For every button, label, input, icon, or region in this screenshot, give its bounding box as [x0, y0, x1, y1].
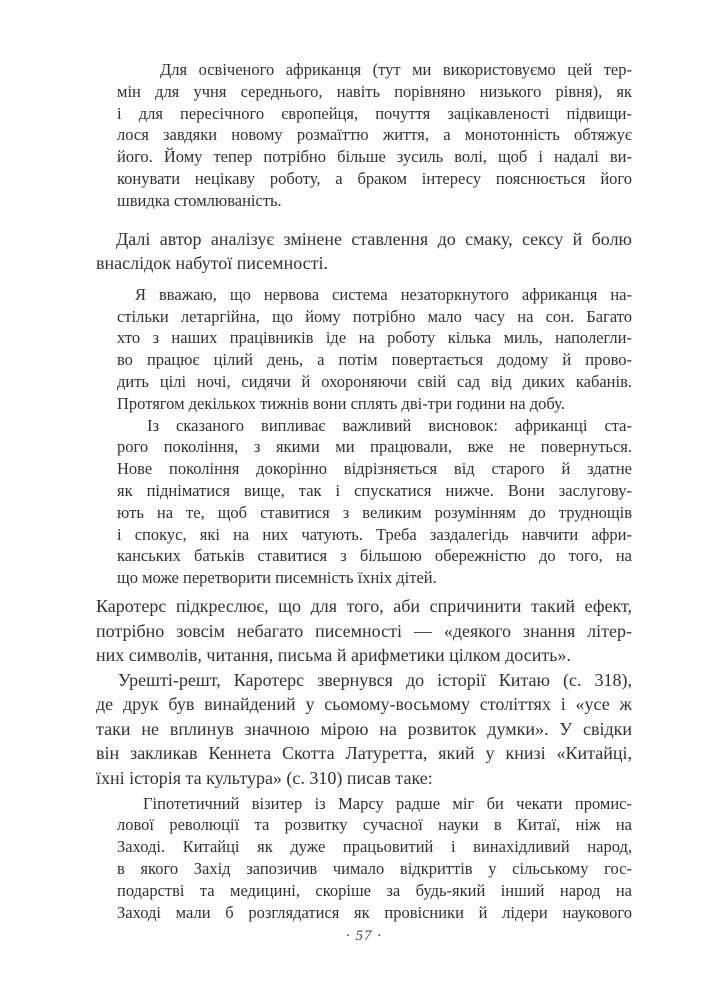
text-line: швидка стомлюваність. [117, 190, 282, 210]
text-line: конувати нецікаву роботу, а браком інтересу пояснюється його [117, 168, 632, 188]
text-line: дить цілі ночі, сидячи й охороняючи свій сад від диких кабанів. [117, 371, 632, 391]
block-quote [117, 793, 632, 924]
text-line: Із сказаного випливає важливий висновок: африканці ста- [147, 415, 632, 435]
text-line: їхні історія та культура» (с. 310) писав таке: [96, 768, 433, 789]
text-line: як підніматися вище, так і спускатися нижче. Вони заслугову- [117, 480, 632, 500]
text-line: Для освіченого африканця (тут ми використовуємо цей тер- [160, 60, 632, 79]
text-line: Я вважаю, що нервова система незаторкнутого африканця на- [135, 284, 632, 304]
text-line: і для пересічного європейця, почуття зацікавленості підвищи- [117, 103, 632, 123]
text-line: стільки летаргійна, що йому потрібно мало часу на сон. Багато [117, 306, 632, 326]
text-line: Далі автор аналізує змінене ставлення до смаку, сексу й болю [116, 228, 632, 249]
text-line: лося завдяки новому розмаїттю життя, а монотонність обтяжує [117, 125, 632, 145]
text-line: що може перетворити писемність їхніх дітей. [117, 568, 437, 588]
text-line: потрібно зовсім небагато писемності — «деякого знання літер- [96, 620, 632, 641]
text-line: ють на те, щоб ставитися з великим розумінням до труднощів [117, 502, 632, 522]
page-number: · 57 · [346, 928, 382, 944]
text-line: них символів, читання, письма й арифметики цілком досить». [96, 645, 571, 666]
body-paragraph-block [96, 227, 632, 276]
block-quote [117, 59, 632, 212]
text-line: рого покоління, з якими ми працювали, вже не повернуться. [117, 437, 632, 457]
text-line: во працює цілий день, а потім повертається додому й прово- [117, 350, 632, 370]
text-line: в якого Захід запозичив чимало відкриттів у сільському гос- [117, 859, 632, 879]
text-content [96, 59, 632, 923]
text-line: де друк був винайдений у сьомому-восьмому століттях і «усе ж [96, 694, 632, 715]
text-line: мін для учня середнього, навіть порівняно низького рівня), як [117, 81, 632, 101]
text-line: Нове покоління докорінно відрізняється від старого й здатне [117, 459, 632, 479]
text-line: таки не вплинув значною мірою на розвиток думки». У свідки [96, 718, 632, 739]
text-line: канських батьків ставитися з більшою обережністю до того, на [117, 546, 632, 566]
text-line: він закликав Кеннета Скотта Латуретта, який у книзі «Китайці, [96, 743, 632, 764]
text-line: Протягом декількох тижнів вони сплять дві-три години на добу. [117, 393, 565, 413]
text-line: і спокус, які на них чатують. Треба заздалегідь навчити афри- [117, 524, 632, 544]
block-quote [117, 284, 632, 589]
text-line: хто з наших працівників іде на роботу кілька миль, наполегли- [117, 328, 632, 348]
text-line: Гіпотетичний візитер із Марсу радше міг би чекати промис- [143, 793, 632, 813]
text-line: лової революції та розвитку сучасної науки в Китаї, ніж на [117, 815, 632, 835]
text-line: Заході. Китайці як дуже працьовитий і винахідливий народ, [117, 837, 632, 857]
text-line: його. Йому тепер потрібно більше зусиль волі, щоб і надалі ви- [117, 147, 632, 167]
body-paragraph-block [96, 594, 632, 791]
text-line: Каротерс підкреслює, що для того, аби спричинити такий ефект, [96, 595, 632, 616]
text-line: подарстві та медицині, скоріше за будь-який інший народ на [117, 880, 632, 900]
text-line: Заході мали б розглядатися як провісники й лідери наукового [117, 902, 632, 922]
text-line: внаслідок набутої писемності. [96, 253, 329, 274]
text-line: Урешті-решт, Каротерс звернувся до історії Китаю (с. 318), [118, 669, 632, 690]
